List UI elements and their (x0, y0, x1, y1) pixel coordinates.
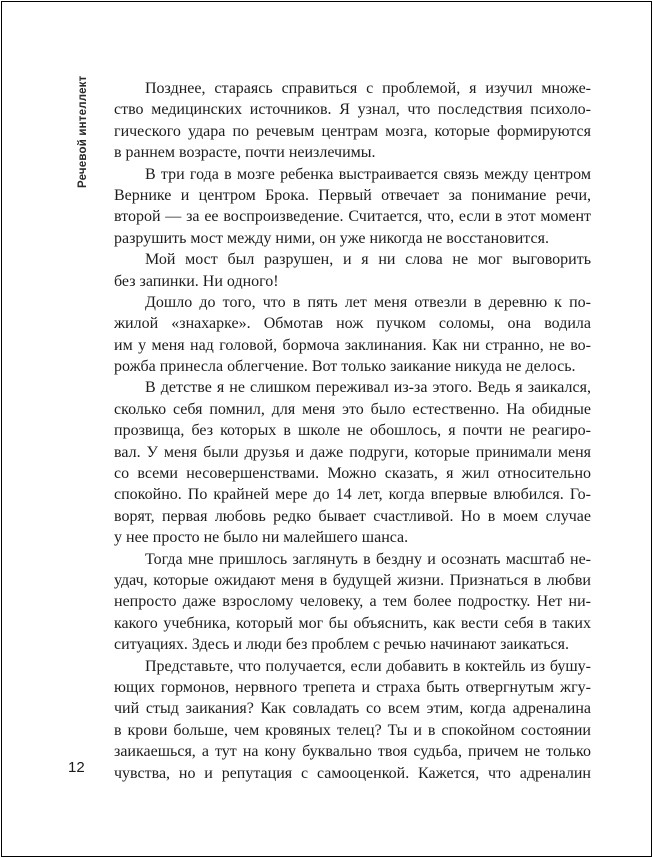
text-line: ство медицинских источников. Я узнал, что последствия психоло- (114, 101, 591, 119)
text-line: чий стыд заикания? Как совладать со всем этим, когда адреналина (114, 700, 591, 718)
paragraph (114, 292, 591, 378)
text-line: Дошло до того, что в пять лет меня отвезли в деревню к по- (145, 293, 591, 311)
text-line: В три года в мозге ребенка выстраивается связь между центром (145, 165, 591, 183)
text-line: в крови больше, чем кровяных телец? Ты и в спокойном состоянии (114, 721, 591, 739)
paragraph (114, 549, 591, 656)
text-line: прозвища, без которых в школе не обошлось, я почти не реагиро- (114, 422, 591, 440)
text-line: Тогда мне пришлось заглянуть в бездну и осознать масштаб не- (145, 550, 591, 568)
text-line: удач, которые ожидают меня в будущей жизни. Признаться в любви (114, 571, 591, 589)
text-line: разрушить мост между ними, он уже никогда не восстановится. (114, 229, 549, 247)
text-line: сколько себя помнил, для меня это было естественно. На обидные (114, 400, 591, 418)
text-line: заикаешься, а тут на кону буквально твоя судьба, причем не только (114, 743, 591, 761)
text-line: непросто даже взрослому человеку, а тем более подростку. Нет ни- (114, 593, 591, 611)
text-line: жилой «знахарке». Обмотав нож пучком соломы, она водила (114, 315, 591, 333)
text-line: гического удара по речевым центрам мозга, которые формируются (114, 122, 591, 140)
paragraph (114, 249, 591, 292)
body-text (114, 78, 591, 784)
text-line: им у меня над головой, бормоча заклинания. Как ни странно, не во- (114, 336, 591, 354)
text-line: без запинки. Ни одного! (114, 272, 279, 290)
page-number: 12 (68, 759, 85, 776)
text-line: В детстве я не слишком переживал из-за этого. Ведь я заикался, (145, 379, 591, 397)
paragraph (114, 377, 591, 548)
text-line: спокойно. По крайней мере до 14 лет, когда впервые влюбился. Го- (114, 486, 591, 504)
paragraph (114, 78, 591, 164)
text-line: со всеми несовершенствами. Можно сказать, я жил относительно (114, 465, 591, 483)
running-head-text: Речевой интеллект (77, 75, 89, 188)
text-line: Вернике и центром Брока. Первый отвечает за понимание речи, (114, 186, 591, 204)
text-line: у нее просто не было ни малейшего шанса. (114, 529, 409, 547)
text-line: ющих гормонов, нервного трепета и страха быть отвергнутым жгу- (114, 678, 591, 696)
text-line: Мой мост был разрушен, и я ни слова не мог выговорить (145, 251, 591, 269)
paragraph (114, 164, 591, 250)
text-line: чувства, но и репутация с самооценкой. Кажется, что адреналин (114, 764, 591, 782)
text-line: ситуациях. Здесь и люди без проблем с речью начинают заикаться. (114, 636, 570, 654)
text-line: какого учебника, который мог бы объяснить, как вести себя в таких (114, 614, 591, 632)
text-line: Позднее, стараясь справиться с проблемой, я изучил множе- (145, 80, 591, 97)
text-line: вал. У меня были друзья и даже подруги, которые принимали меня (114, 443, 591, 461)
text-line: Представьте, что получается, если добавить в коктейль из бушу- (145, 657, 591, 675)
text-line: рожба принесла облегчение. Вот только заикание никуда не делось. (114, 358, 576, 376)
book-page (1, 1, 652, 857)
text-line: второй — за ее воспроизведение. Считается, что, если в этот момент (114, 208, 591, 226)
paragraph (114, 656, 591, 784)
text-line: ворят, первая любовь редко бывает счастливой. Но в моем случае (114, 507, 591, 525)
text-line: в раннем возрасте, почти неизлечимы. (114, 144, 376, 162)
